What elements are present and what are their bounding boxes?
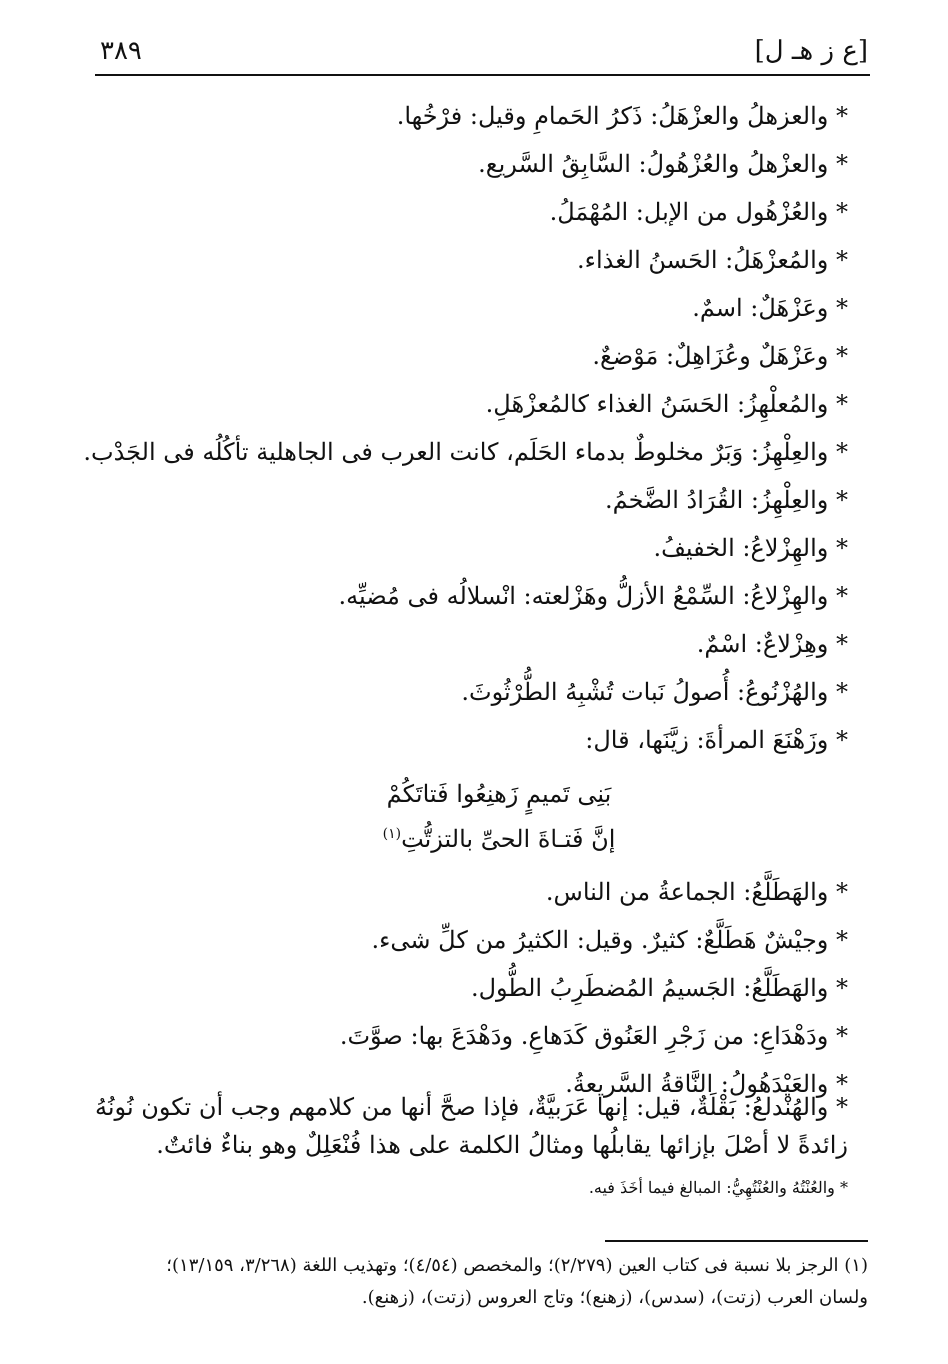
entry-line: * والعزهلُ والعزْهَلُ: ذَكرُ الحَمامِ وقيل: فرْخُها.: [396, 102, 848, 130]
root-letters-heading: [ع ز هـ ل]: [754, 36, 868, 66]
paragraph-line-1: * والهُنْدلعُ: بَقْلَةٌ، قيل: إنها عَرَبيَّةٌ، فإذا صحَّ أنها من كلامهم وجب أن تكون نُونُهُ: [95, 1093, 848, 1121]
entry-line: * والمُعزْهَلُ: الحَسنُ الغذاء.: [577, 246, 848, 274]
footnote-line-1: (١) الرجز بلا نسبة فى كتاب العين (٢/٢٧٩)؛ والمخصص (٤/٥٤)؛ وتهذيب اللغة (٣/٢٦٨، ١٣/١٥٩)؛: [166, 1255, 868, 1276]
footnote-line-2: ولسان العرب (زتت)، (سدس)، (زهنع)؛ وتاج العروس (زتت)، (زهنع).: [361, 1287, 868, 1308]
entry-line: * والعُزْهُول من الإبل: المُهْمَلُ.: [549, 198, 848, 226]
verse-line-1: بَنِى تَميمٍ زَهنِعُوا فَتاتَكُمْ: [386, 780, 612, 808]
entry-line: * وجيْشٌ هَطَلَّعٌ: كثيرٌ. وقيل: الكثيرُ من كلِّ شىء.: [371, 926, 848, 954]
header-divider: [95, 74, 870, 76]
verse-line-2: [150, 814, 848, 854]
footnote-reference: (١): [382, 826, 402, 842]
entry-line: * ودَهْدَاعِ: من زَجْرِ العَنُوق كَدَهاعِ. ودَهْدَعَ بها: صوَّتَ.: [339, 1022, 848, 1050]
entry-line: * وزَهْنَعَ المرأةَ: زيَّنَها، قال:: [585, 726, 848, 754]
verse-line-2-text: إنَّ فَتـاةَ الحىِّ بالتزتُّتِ: [401, 825, 616, 853]
entry-line: * والهِزْلاعُ: السِّمْعُ الأزلُّ وهَزْلعته: انْسلالُه فى مُضيِّه.: [338, 582, 848, 610]
entry-line: * وعَزْهَلٌ: اسمٌ.: [692, 294, 848, 322]
entry-line: * والعِلْهِزُ: القُرَادُ الضَّخمُ.: [605, 486, 848, 514]
footnotes: [100, 1250, 868, 1314]
footnote-divider: [605, 1240, 868, 1242]
entry-line: * والمُعلْهِزُ: الحَسَنُ الغذاء كالمُعزْهَلِ.: [485, 390, 848, 418]
entry-line: * والهَطَلَّعُ: الجَسيمُ المُضطَرِبُ الطُّول.: [470, 974, 848, 1002]
entry-line: * والعِلْهِزُ: وَبَرٌ مخلوطٌ بدماء الحَلَم، كانت العرب فى الجاهلية تأكُلُه فى الجَدْب.: [83, 438, 848, 466]
page-number: ٣٨٩: [100, 36, 142, 66]
entry-line-last: * والعُنْتُهُ والعُنْتُهِيُّ: المبالغ فيما أخَذَ فيه.: [588, 1178, 848, 1197]
entry-line: * والهِزْلاعُ: الخفيفُ.: [653, 534, 848, 562]
paragraph-entry: [85, 1088, 848, 1212]
paragraph-line-2: زائدةً لا أصْلَ بإزائها يقابلُها ومثالُ الكلمة على هذا فُنْعَلِلٌ وهو بناءٌ فائتٌ.: [156, 1131, 848, 1159]
entry-line: * والعَيْدَهُولُ: النَّاقةُ السَّريعةُ.: [565, 1070, 848, 1098]
entry-line: * والهَطَلَّعُ: الجماعةُ من الناس.: [545, 878, 848, 906]
entry-line: * والعزْهلُ والعُزْهُولُ: السَّابِقُ السَّريع.: [478, 150, 848, 178]
poetry-verse: [150, 774, 848, 854]
entry-line: * والهُزْنُوعُ: أُصولُ نَبات تُشْبِهُ الطُّرْثُوثَ.: [461, 678, 848, 706]
entry-line: * وعَزْهَلٌ وعُزَاهِلٌ: مَوْضعٌ.: [592, 342, 848, 370]
page-header: [100, 30, 868, 74]
entry-line: * وهِزْلاعٌ: اسْمٌ.: [696, 630, 848, 658]
